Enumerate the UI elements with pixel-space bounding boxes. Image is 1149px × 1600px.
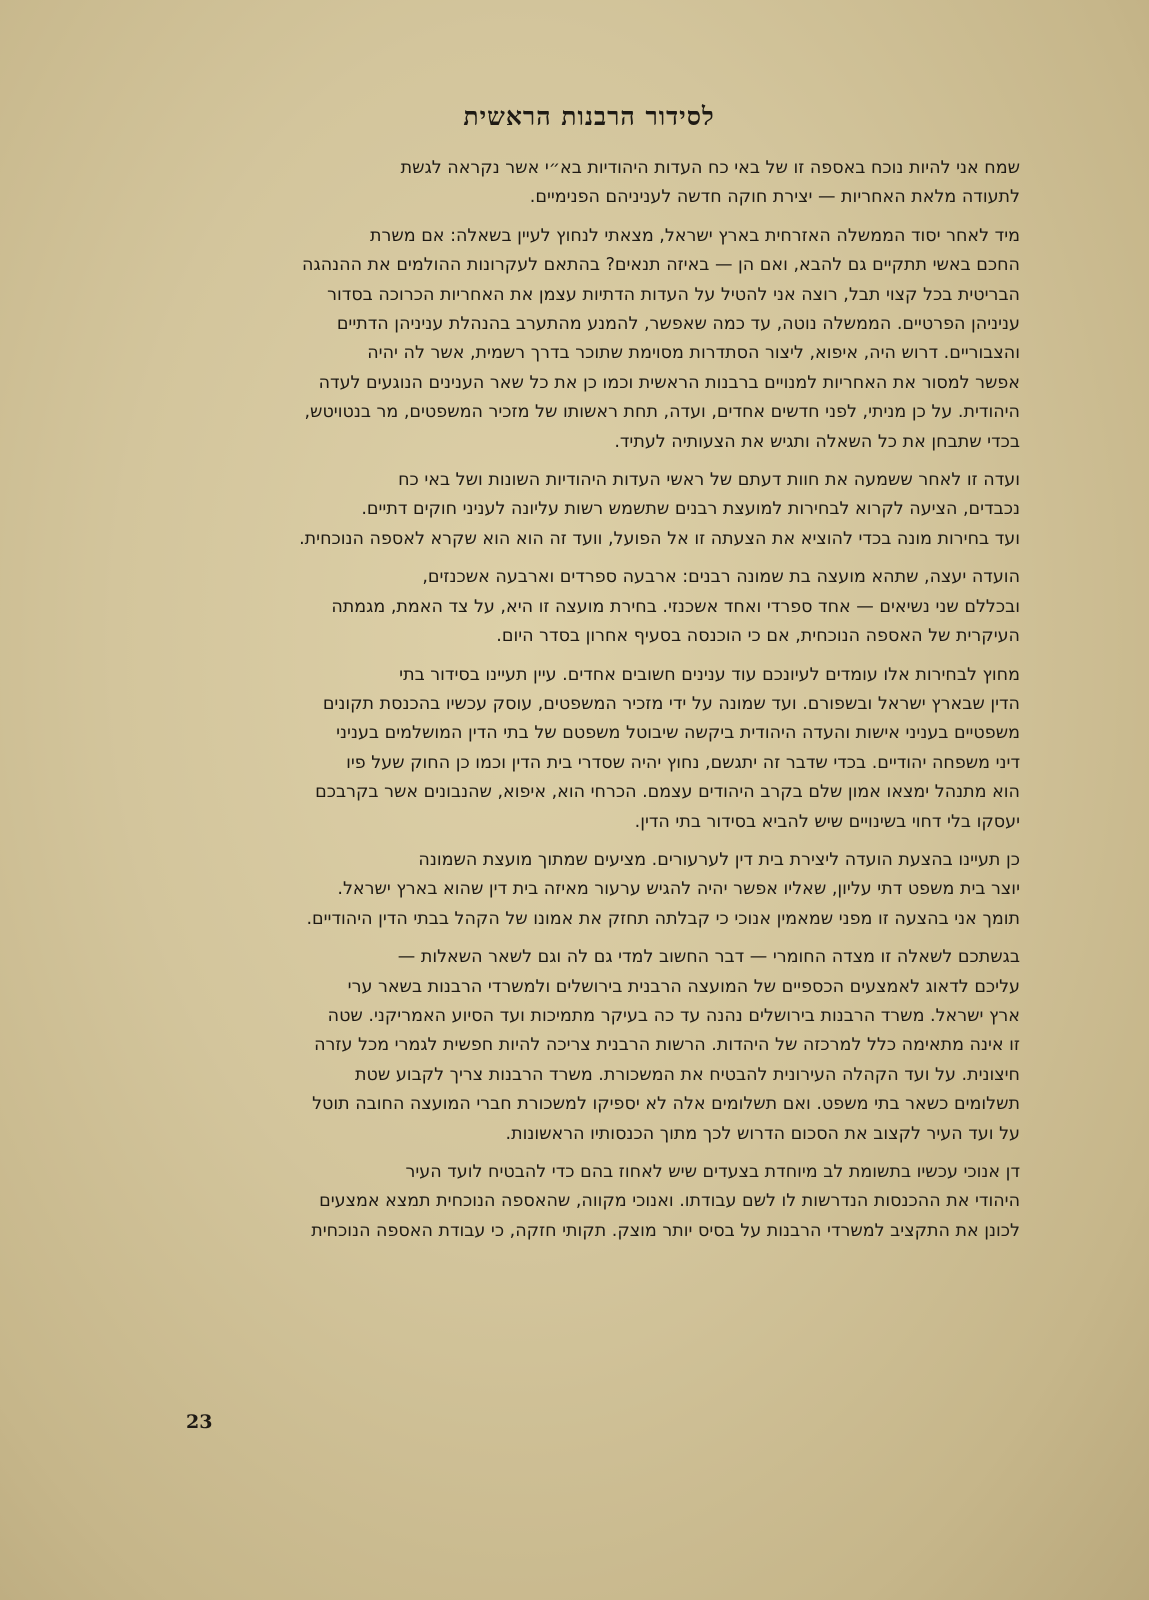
paragraph-3: [178, 466, 1020, 554]
text-line: תשלומים כשאר בתי משפט. ואם תשלומים אלה לא יספיקו למשכורת חברי המועצה החובה תוטל: [312, 1094, 1020, 1115]
text-line: אפשר למסור את האחריות למנויים ברבנות הראשית וכמו כן את כל שאר הענינים הנוגעים לעדה: [318, 372, 1020, 393]
paragraph-2: [178, 222, 1020, 457]
text-line: הוא מתנהל ימצאו אמון שלם בקרב היהודים עצמם. הכרחי הוא, איפוא, שהנבונים אשר בקרבכם: [315, 782, 1020, 803]
text-line: מיד לאחר יסוד הממשלה האזרחית בארץ ישראל, מצאתי לנחוץ לעיין בשאלה: אם משרת: [369, 225, 1020, 246]
text-line: עניניהן הפרטיים. הממשלה נוטה, עד כמה שאפשר, להמנע מהתערב בהנהלת עניניהן הדתיים: [336, 314, 1020, 335]
text-line: תומך אני בהצעה זו מפני שמאמין אנוכי כי קבלתה תחזק את אמונו של הקהל בבתי הדין היהודיים.: [306, 908, 1020, 929]
text-line: ועדה זו לאחר ששמעה את חוות דעתם של ראשי העדות היהודיות השונות ושל באי כח: [398, 470, 1020, 491]
text-line: נכבדים, הציעה לקרוא לבחירות למועצת רבנים שתשמש רשות עליונה לעניני חוקים דתיים.: [361, 499, 1020, 520]
text-line: הבריטית בכל קצוי תבל, רוצה אני להטיל על העדות הדתיות עצמן את האחריות הכרוכה בסדור: [327, 284, 1020, 305]
text-line: בכדי שתבחן את כל השאלה ותגיש את הצעותיה לעתיד.: [614, 431, 1020, 452]
paragraph-7: [178, 943, 1020, 1149]
text-line: ארץ ישראל. משרד הרבנות בירושלים נהנה עד כה בעיקר מתמיכות ועד הסיוע האמריקני. שטה: [327, 1005, 1020, 1026]
text-line: לכונן את התקציב למשרדי הרבנות על בסיס יותר מוצק. תקותי חזקה, כי עבודת האספה הנוכחית: [311, 1220, 1020, 1241]
text-line: ובכללם שני נשיאים — אחד ספרדי ואחד אשכנזי. בחירת מועצה זו היא, על צד האמת, מגמתה: [331, 596, 1020, 617]
text-line: יוצר בית משפט דתי עליון, שאליו אפשר יהיה להגיש ערעור מאיזה בית דין שהוא בארץ ישראל.: [337, 879, 1020, 900]
text-line: עליכם לדאוג לאמצעים הכספיים של המועצה הרבנית בירושלים ולמשרדי הרבנות בשאר ערי: [347, 976, 1020, 997]
text-line: דן אנוכי עכשיו בתשומת לב מיוחדת בצעדים שיש לאחוז בהם כדי להבטיח לועד העיר: [405, 1162, 1020, 1182]
text-line: לתעודה מלאת האחריות — יצירת חוקה חדשה לעניניהם הפנימיים.: [529, 187, 1020, 208]
text-line: יעסקו בלי דחוי בשינויים שיש להביא בסידור בתי הדין.: [634, 811, 1020, 832]
paragraph-1: [178, 154, 1020, 213]
text-line: היהודי את ההכנסות הנדרשות לו לשם עבודתו. ואנוכי מקווה, שהאספה הנוכחית תמצא אמצעים: [319, 1191, 1020, 1212]
document-body: [178, 102, 1020, 1255]
text-line: הדין שבארץ ישראל ובשפורם. ועד שמונה על ידי מזכיר המשפטים, עוסק עכשיו בהכנסת תקונים: [322, 693, 1020, 714]
text-line: זו אינה מתאימה כלל למרכזה של היהדות. הרשות הרבנית צריכה להיות חפשית לגמרי מכל עזרה: [314, 1035, 1020, 1056]
text-line: בגשתכם לשאלה זו מצדה החומרי — דבר החשוב למדי גם לה וגם לשאר השאלות —: [397, 947, 1020, 968]
page-number: 23: [186, 1411, 213, 1433]
text-line: היהודית. על כן מניתי, לפני חדשים אחדים, ועדה, תחת ראשותו של מזכיר המשפטים, מר בנטויטש,: [304, 402, 1020, 423]
paragraph-4: [178, 563, 1020, 651]
text-line: חיצונית. על ועד הקהלה העירונית להבטיח את המשכורת. משרד הרבנות צריך לקבוע שטת: [355, 1064, 1020, 1085]
text-line: הועדה יעצה, שתהא מועצה בת שמונה רבנים: ארבעה ספרדים וארבעה אשכנזים,: [422, 567, 1020, 588]
text-line: על ועד העיר לקצוב את הסכום הדרוש לכך מתוך הכנסותיו הראשונות.: [505, 1123, 1020, 1144]
paragraph-6: [178, 846, 1020, 934]
paragraph-8: [178, 1158, 1020, 1246]
text-line: ועד בחירות מונה בכדי להוציא את הצעתה זו אל הפועל, וועד זה הוא הוא שקרא לאספה הנוכחית.: [299, 528, 1020, 549]
text-line: דיני משפחה יהודיים. בכדי שדבר זה יתגשם, נחוץ יהיה שסדרי בית הדין וכמו כן החוק שעל פיו: [346, 752, 1020, 773]
text-line: כן תעיינו בהצעת הועדה ליצירת בית דין לערעורים. מציעים שמתוך מועצת השמונה: [418, 849, 1020, 870]
text-line: מחוץ לבחירות אלו עומדים לעיונכם עוד ענינים חשובים אחדים. עיין תעיינו בסידור בתי: [399, 664, 1020, 685]
text-line: העיקרית של האספה הנוכחית, אם כי הוכנסה בסעיף אחרון בסדר היום.: [496, 626, 1020, 647]
page-title: לסידור הרבנות הראשית: [463, 102, 715, 131]
text-line: משפטיים בעניני אישות והעדה היהודית ביקשה שיבוטל משפטם של בתי הדין המושלמים בעניני: [336, 723, 1020, 744]
text-line: החכם באשי תתקיים גם להבא, ואם הן — באיזה תנאים? בהתאם לעקרונות ההולמים את ההנהגה: [302, 255, 1020, 276]
paragraph-5: [178, 661, 1020, 837]
text-line: והצבוריים. דרוש היה, איפוא, ליצור הסתדרות מסוימת שתוכר בדרך רשמית, אשר לה יהיה: [367, 343, 1020, 364]
text-line: שמח אני להיות נוכח באספה זו של באי כח העדות היהודיות בא״י אשר נקראה לגשת: [400, 158, 1020, 178]
